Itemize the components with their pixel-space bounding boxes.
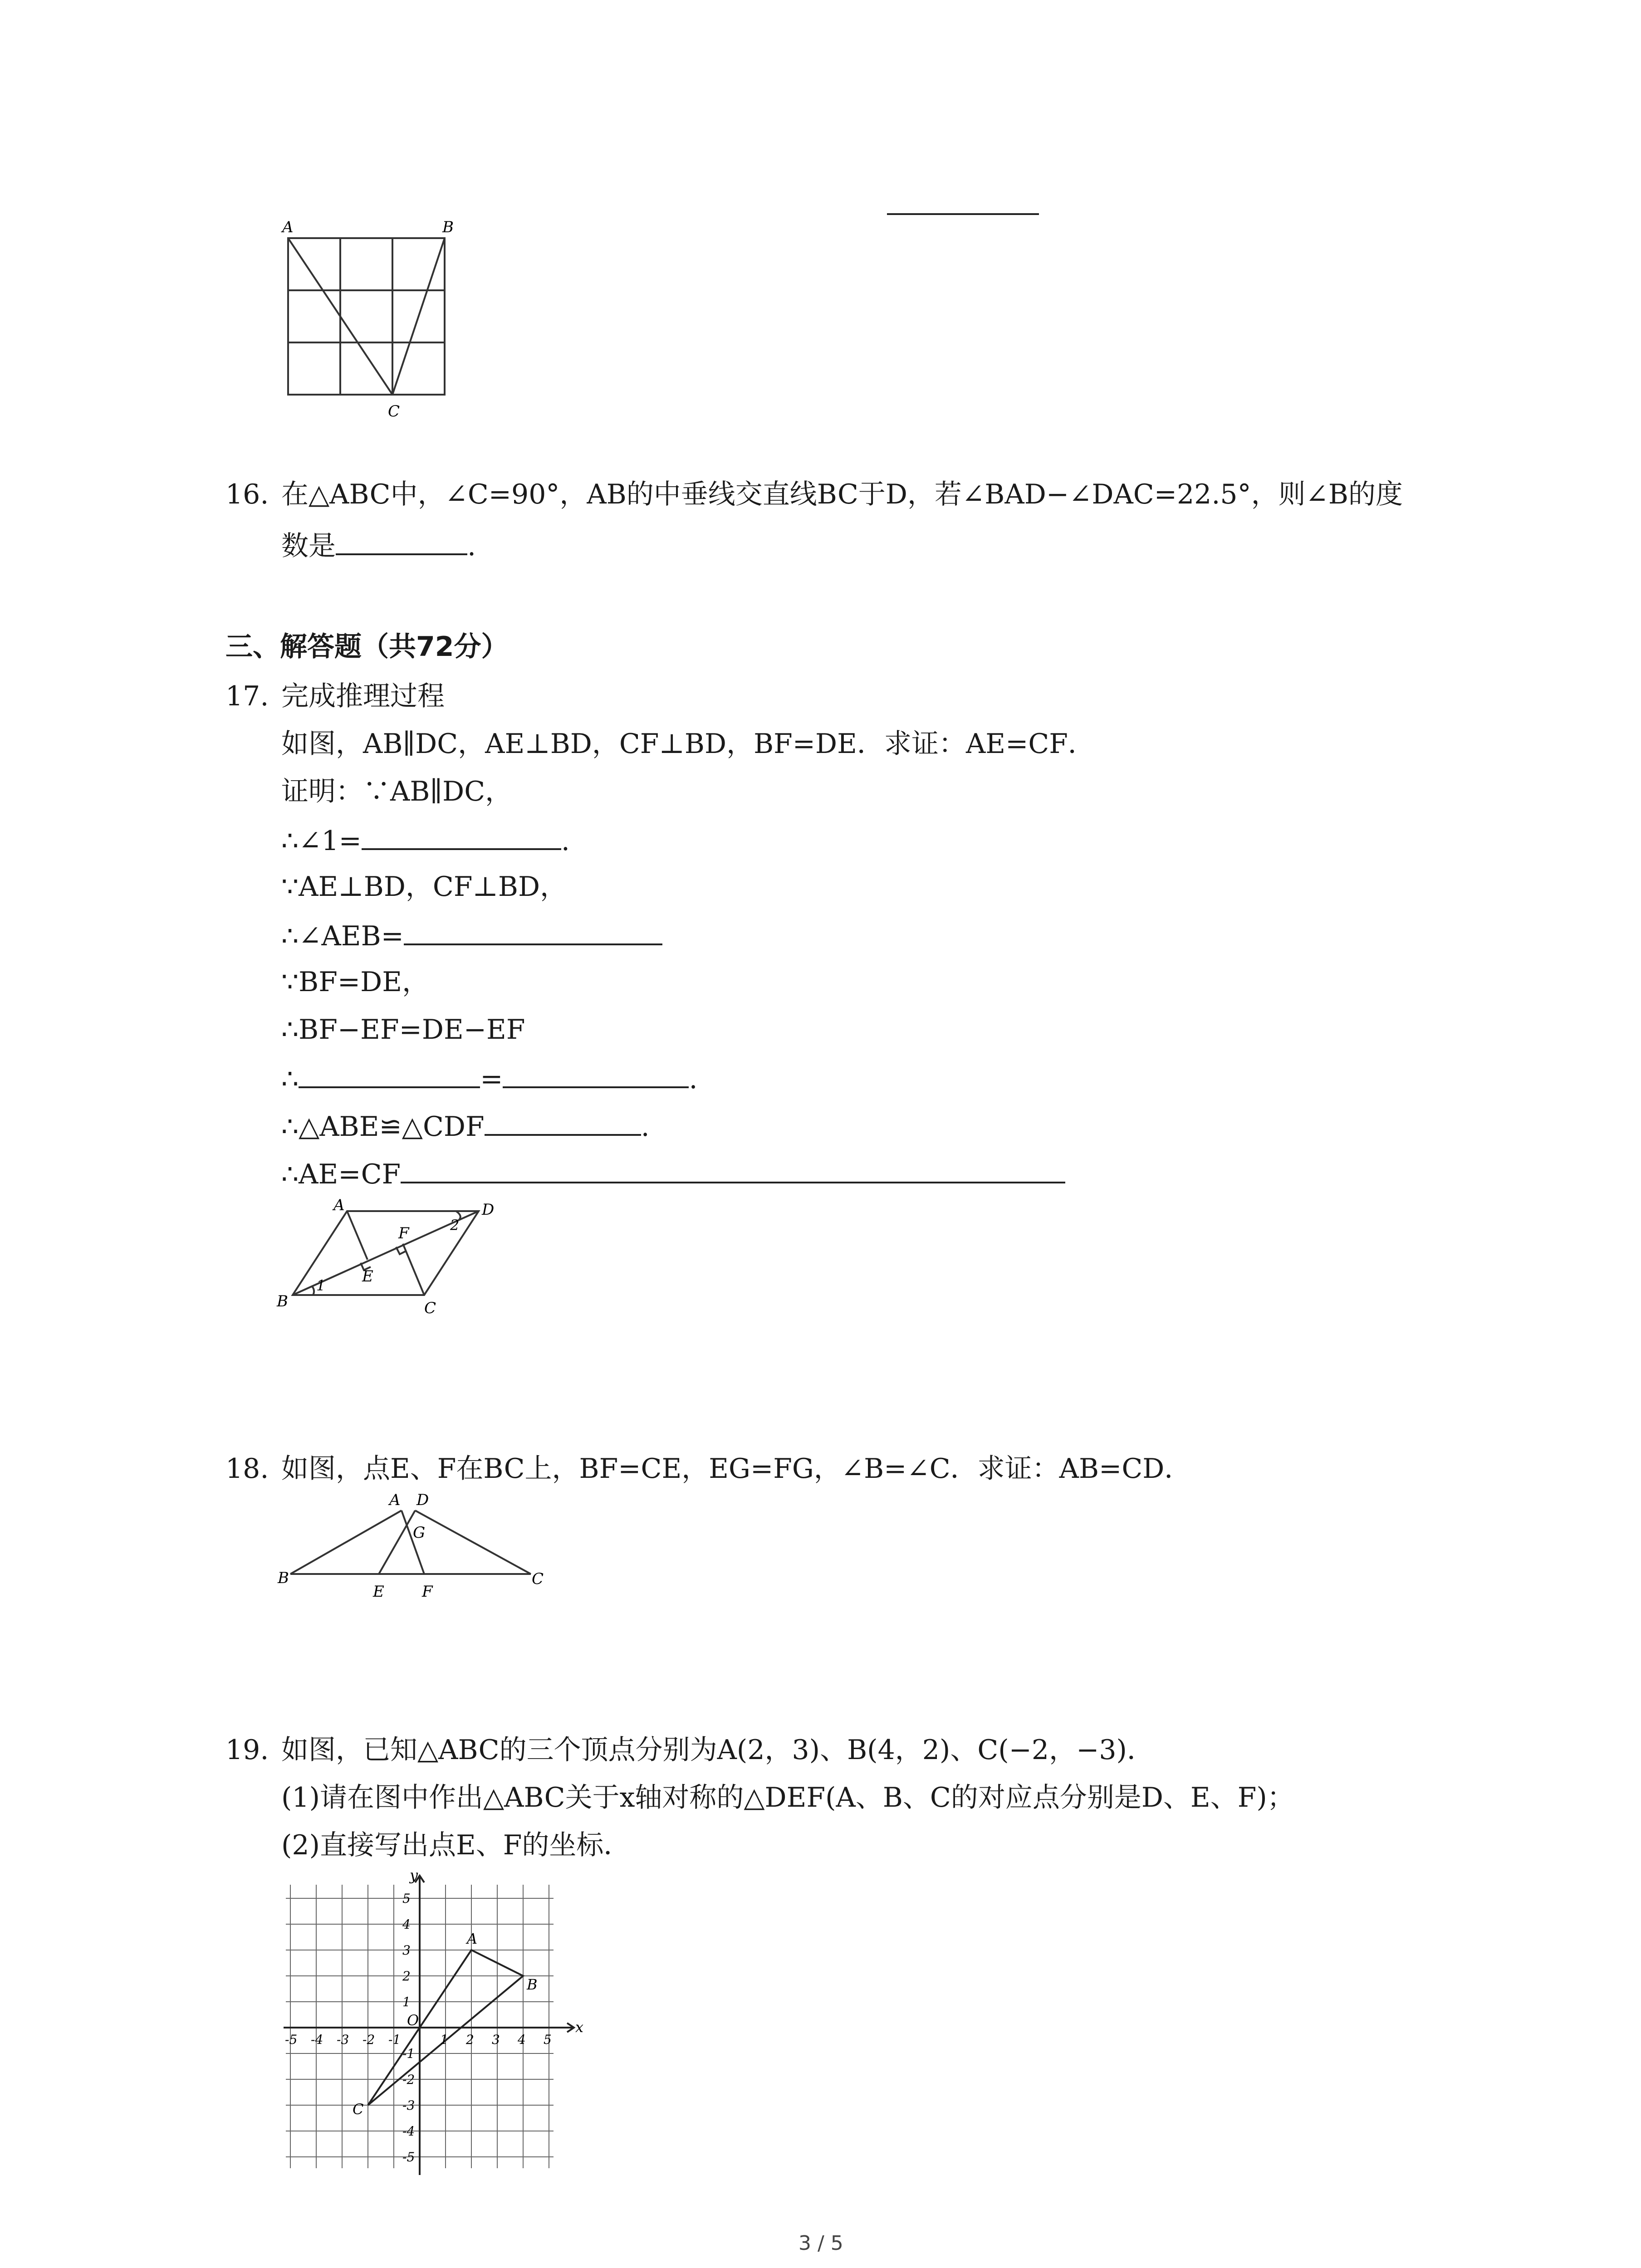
label-C: C — [388, 402, 400, 420]
q17-l7-mid: = — [480, 1063, 503, 1095]
q17-l9-prefix: ∴AE=CF — [281, 1158, 401, 1190]
q17-label-1: 1 — [316, 1277, 326, 1294]
x-tick-label: -1 — [388, 2032, 401, 2047]
q17-l8-prefix: ∴△ABE≌△CDF — [281, 1111, 485, 1143]
q17-proof-line1: 证明：∵AB∥DC， — [281, 776, 513, 807]
y-tick-label: 5 — [402, 1891, 411, 1906]
x-tick-label: 5 — [544, 2032, 552, 2047]
q16-line2-suffix: . — [467, 530, 476, 562]
q16-line2-prefix: 数是 — [281, 530, 336, 562]
q17-title: 完成推理过程 — [281, 680, 445, 712]
q17-blank-final[interactable] — [401, 1154, 1065, 1183]
q17-proof-line6: ∴BF−EF=DE−EF — [281, 1014, 525, 1046]
q17-proof-line8 — [281, 1107, 650, 1145]
y-tick-label: -2 — [402, 2072, 415, 2087]
q17-blank-reason[interactable] — [485, 1107, 641, 1136]
x-tick-label: -4 — [311, 2032, 323, 2047]
q17-l7-suffix: . — [689, 1063, 698, 1095]
q16-text-line2 — [281, 526, 476, 564]
q17-blank-right[interactable] — [503, 1059, 689, 1088]
q17-label-E: E — [362, 1267, 373, 1286]
section-3-title: 三、解答题（共72分） — [225, 631, 509, 663]
q19-number: 19. — [225, 1734, 269, 1766]
label-A: A — [282, 218, 294, 236]
y-tick-label: 2 — [402, 1969, 411, 1984]
q17-proof-line7 — [281, 1059, 698, 1097]
y-tick-label: -1 — [402, 2046, 415, 2061]
page-number: 3 / 5 — [798, 2232, 843, 2255]
q17-statement: 如图，AB∥DC，AE⊥BD，CF⊥BD，BF=DE．求证：AE=CF． — [281, 728, 1095, 760]
y-tick-label: -3 — [402, 2098, 415, 2113]
answer-blank-15[interactable] — [887, 213, 1039, 215]
y-tick-label: 4 — [402, 1917, 411, 1932]
label-B: B — [442, 218, 454, 236]
q18-label-A: A — [389, 1491, 401, 1509]
q17-l8-suffix: . — [641, 1111, 650, 1143]
q17-blank-angle1[interactable] — [362, 821, 561, 850]
y-tick-label: 1 — [402, 1994, 411, 2009]
q17-blank-aeb[interactable] — [404, 916, 662, 945]
q18-label-F: F — [422, 1583, 433, 1601]
figure-q17-parallelogram — [272, 1198, 517, 1325]
q17-l4-prefix: ∴∠AEB= — [281, 920, 404, 952]
x-tick-label: 1 — [440, 2032, 448, 2047]
figure-grid-abc — [272, 213, 463, 431]
x-tick-label: -5 — [285, 2032, 298, 2047]
y-tick-label: -5 — [402, 2150, 415, 2165]
q18-statement: 如图，点E、F在BC上，BF=CE，EG=FG，∠B=∠C．求证：AB=CD． — [281, 1453, 1192, 1485]
origin-label: O — [407, 2012, 419, 2029]
point-label-C: C — [353, 2101, 364, 2118]
q18-label-D: D — [416, 1491, 429, 1509]
x-tick-label: -3 — [337, 2032, 349, 2047]
q17-label-2: 2 — [450, 1217, 460, 1234]
q17-proof-line9 — [281, 1154, 1065, 1193]
q18-label-E: E — [373, 1583, 384, 1601]
axis-x-label: x — [575, 2019, 584, 2036]
q16-text-line1: 在△ABC中，∠C=90°，AB的中垂线交直线BC于D，若∠BAD−∠DAC=22.5°，则∠B的度 — [281, 479, 1403, 510]
q18-label-B: B — [278, 1569, 289, 1587]
q17-l7-prefix: ∴ — [281, 1063, 299, 1095]
q17-proof-line3: ∵AE⊥BD，CF⊥BD， — [281, 871, 568, 903]
q17-label-F: F — [398, 1224, 409, 1242]
q17-l2-prefix: ∴∠1= — [281, 825, 362, 857]
q16-number: 16. — [225, 479, 269, 510]
q17-blank-left[interactable] — [299, 1059, 480, 1088]
q18-number: 18. — [225, 1453, 269, 1485]
x-tick-label: 2 — [466, 2032, 474, 2047]
q17-number: 17. — [225, 680, 269, 712]
q16-answer-blank[interactable] — [336, 526, 467, 555]
figure-q19-coordinate-grid — [272, 1867, 590, 2175]
q18-label-G: G — [413, 1524, 426, 1542]
q17-label-C: C — [424, 1299, 436, 1317]
q17-proof-line5: ∵BF=DE， — [281, 966, 430, 998]
q19-part2: (2)直接写出点E、F的坐标． — [281, 1829, 631, 1861]
q19-statement: 如图，已知△ABC的三个顶点分别为A(2，3)、B(4，2)、C(−2，−3)． — [281, 1734, 1154, 1766]
x-tick-label: -2 — [362, 2032, 375, 2047]
q17-label-A: A — [333, 1198, 345, 1214]
q17-proof-line4 — [281, 916, 662, 954]
point-label-B: B — [527, 1976, 538, 1993]
y-tick-label: 3 — [402, 1943, 411, 1958]
figure-q18-triangles — [272, 1488, 554, 1601]
q17-label-B: B — [277, 1292, 288, 1310]
point-label-A: A — [467, 1930, 478, 1947]
y-tick-label: -4 — [402, 2124, 415, 2139]
q18-label-C: C — [532, 1570, 544, 1588]
axis-y-label: y — [410, 1867, 418, 1884]
x-tick-label: 3 — [492, 2032, 500, 2047]
q17-label-D: D — [482, 1201, 495, 1219]
q19-part1: (1)请在图中作出△ABC关于x轴对称的△DEF(A、B、C的对应点分别是D、E、F)； — [281, 1782, 1294, 1813]
x-tick-label: 4 — [518, 2032, 526, 2047]
q17-l2-suffix: . — [561, 825, 570, 857]
q17-proof-line2 — [281, 821, 570, 859]
